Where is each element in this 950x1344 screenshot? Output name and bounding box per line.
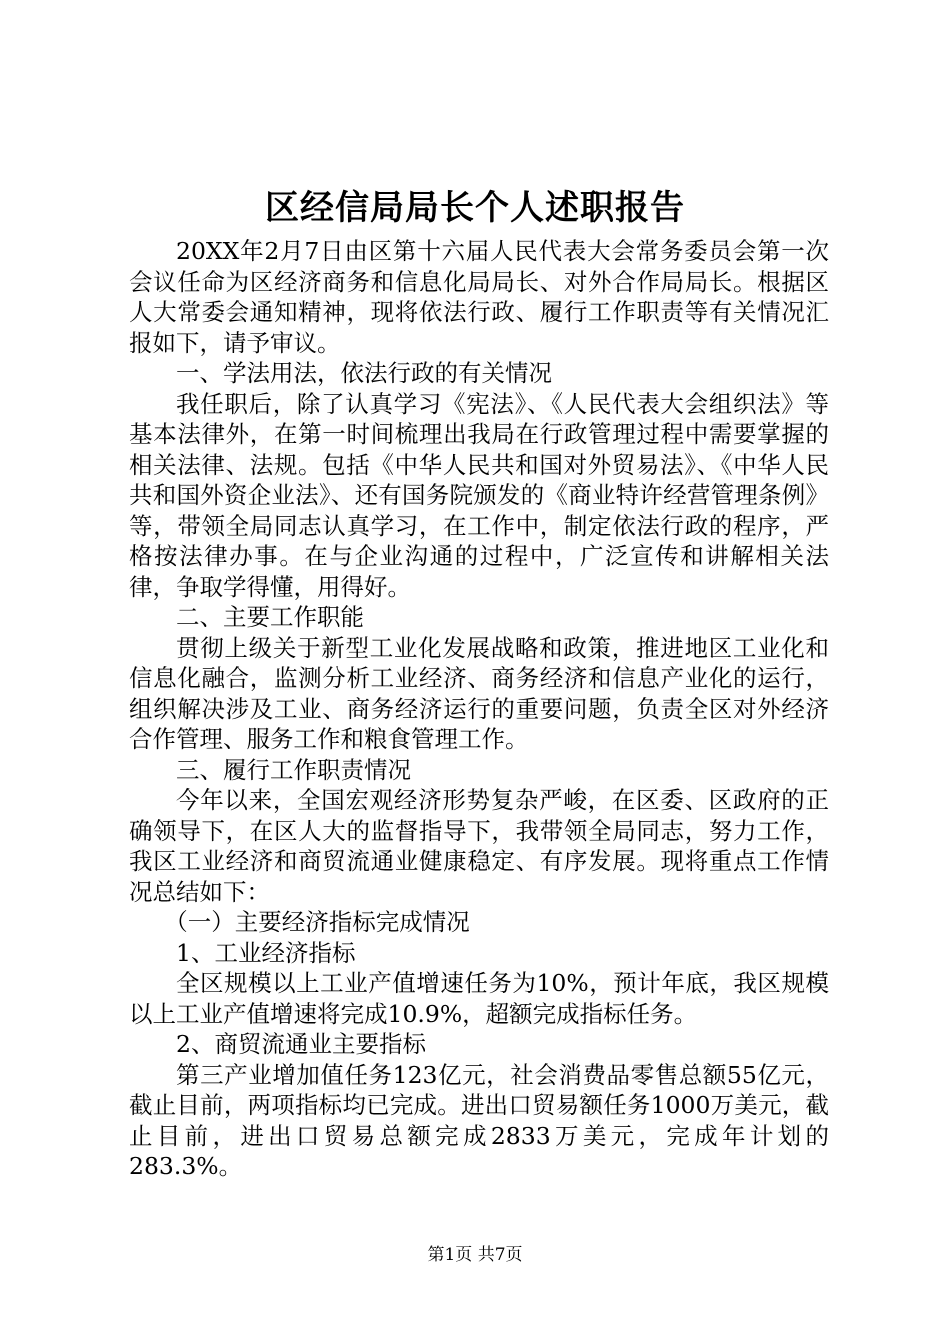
section-2-paragraph: 贯彻上级关于新型工业化发展战略和政策，推进地区工业化和信息化融合，监测分析工业经济、商务经济和信息产业化的运行，组织解决涉及工业、商务经济运行的重要问题，负责全区对外经济合作管理、服务工作和粮食管理工作。 — [129, 633, 829, 753]
item-heading-1: 1、工业经济指标 — [176, 938, 356, 967]
document-title: 区经信局局长个人述职报告 — [265, 188, 685, 228]
section-3-paragraph: 今年以来，全国宏观经济形势复杂严峻，在区委、区政府的正确领导下，在区人大的监督指导下，我带领全局同志，努力工作，我区工业经济和商贸流通业健康稳定、有序发展。现将重点工作情况总结如下： — [129, 786, 829, 906]
item-2-paragraph: 第三产业增加值任务123亿元，社会消费品零售总额55亿元，截止目前，两项指标均已完成。进出口贸易额任务1000万美元，截止目前，进出口贸易总额完成2833万美元，完成年计划的283.3%。 — [129, 1060, 829, 1180]
intro-paragraph: 20XX年2月7日由区第十六届人民代表大会常务委员会第一次会议任命为区经济商务和信息化局局长、对外合作局局长。根据区人大常委会通知精神，现将依法行政、履行工作职责等有关情况汇报如下，请予审议。 — [129, 237, 829, 357]
document-body — [129, 236, 829, 1182]
section-heading-3: 三、履行工作职责情况 — [176, 755, 411, 784]
page-indicator: 第1页 共7页 — [427, 1245, 523, 1265]
item-1-paragraph: 全区规模以上工业产值增速任务为10%，预计年底，我区规模以上工业产值增速将完成10.9%，超额完成指标任务。 — [129, 969, 829, 1028]
subsection-heading-1: （一）主要经济指标完成情况 — [164, 908, 470, 936]
item-heading-2: 2、商贸流通业主要指标 — [176, 1030, 426, 1058]
section-heading-2: 二、主要工作职能 — [176, 603, 364, 631]
section-1-paragraph: 我任职后，除了认真学习《宪法》、《人民代表大会组织法》等基本法律外，在第一时间梳理出我局在行政管理过程中需要掌握的相关法律、法规。包括《中华人民共和国对外贸易法》、《中华人民共和国外资企业法》、还有国务院颁发的《商业特许经营管理条例》等，带领全局同志认真学习，在工作中，制定依法行政的程序，严格按法律办事。在与企业沟通的过程中，广泛宣传和讲解相关法律，争取学得懂，用得好。 — [129, 389, 829, 601]
section-heading-1: 一、学法用法，依法行政的有关情况 — [176, 359, 552, 387]
